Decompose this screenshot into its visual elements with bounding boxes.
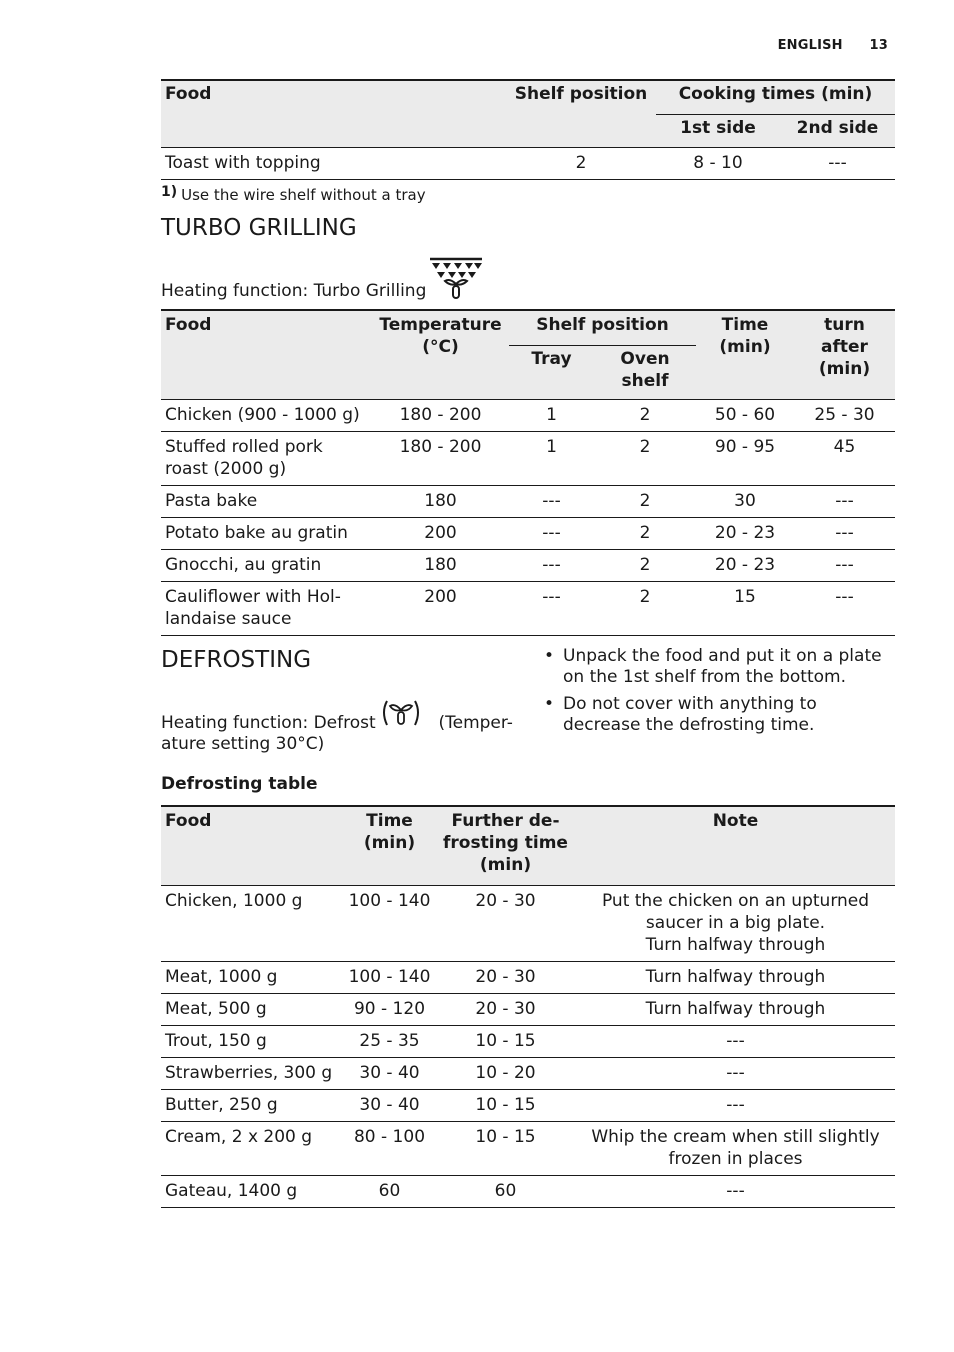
cell-time: 60 xyxy=(344,1176,435,1208)
cell-time: 30 - 40 xyxy=(344,1090,435,1122)
cell-food: Chicken (900 - 1000 g) xyxy=(161,400,372,432)
table-row xyxy=(161,1058,895,1090)
cell-tray: --- xyxy=(509,486,594,518)
cell-food: Gateau, 1400 g xyxy=(161,1176,344,1208)
col-food: Food xyxy=(161,310,372,400)
defrosting-heading: DEFROSTING xyxy=(161,647,312,673)
cell-note: --- xyxy=(576,1090,895,1122)
cell-time: 90 - 95 xyxy=(696,432,794,486)
list-item: • Do not cover with anything to decrease the defrosting time. xyxy=(544,694,896,736)
cell-food: Potato bake au gratin xyxy=(161,518,372,550)
cell-2nd-side: --- xyxy=(780,148,895,180)
cell-further-defrosting: 10 - 15 xyxy=(435,1026,576,1058)
table-row xyxy=(161,994,895,1026)
table-row xyxy=(161,1122,895,1176)
col-time: Time (min) xyxy=(344,806,435,886)
cell-oven-shelf: 2 xyxy=(594,486,696,518)
cell-note: Turn halfway through xyxy=(576,962,895,994)
defrosting-table xyxy=(161,805,895,1208)
cell-food: Stuffed rolled pork roast (2000 g) xyxy=(161,432,372,486)
cell-time: 50 - 60 xyxy=(696,400,794,432)
cell-time: 30 - 40 xyxy=(344,1058,435,1090)
cell-further-defrosting: 10 - 15 xyxy=(435,1090,576,1122)
cell-turn-after: --- xyxy=(794,518,895,550)
cell-time: 20 - 23 xyxy=(696,550,794,582)
col-oven-shelf: Oven shelf xyxy=(594,346,696,400)
table-row xyxy=(161,1090,895,1122)
table-row xyxy=(161,148,895,180)
cell-time: 80 - 100 xyxy=(344,1122,435,1176)
cell-time: 100 - 140 xyxy=(344,962,435,994)
cell-further-defrosting: 10 - 20 xyxy=(435,1058,576,1090)
turbo-grilling-heading: TURBO GRILLING xyxy=(161,215,357,241)
cell-oven-shelf: 2 xyxy=(594,518,696,550)
cell-note: Put the chicken on an upturned saucer in a big plate. Turn halfway through xyxy=(576,886,895,962)
defrost-heating-prefix: Heating function: Defrost xyxy=(161,713,376,733)
cell-time: 100 - 140 xyxy=(344,886,435,962)
col-shelf-position: Shelf position xyxy=(506,80,656,148)
cell-oven-shelf: 2 xyxy=(594,400,696,432)
page-header xyxy=(756,38,888,53)
turbo-heating-function: Heating function: Turbo Grilling xyxy=(161,281,427,301)
cell-note: Turn halfway through xyxy=(576,994,895,1026)
cell-temperature: 180 xyxy=(372,550,509,582)
cell-temperature: 200 xyxy=(372,582,509,636)
table-row xyxy=(161,962,895,994)
table-row xyxy=(161,432,895,486)
defrost-icon xyxy=(380,698,422,730)
cell-tray: 1 xyxy=(509,400,594,432)
footnote-text: Use the wire shelf without a tray xyxy=(181,186,426,204)
cell-tray: --- xyxy=(509,518,594,550)
cell-turn-after: --- xyxy=(794,582,895,636)
cell-temperature: 180 - 200 xyxy=(372,432,509,486)
cell-food: Cauliflower with Hol-landaise sauce xyxy=(161,582,372,636)
cell-shelf: 2 xyxy=(506,148,656,180)
cell-food: Chicken, 1000 g xyxy=(161,886,344,962)
cell-time: 25 - 35 xyxy=(344,1026,435,1058)
cell-oven-shelf: 2 xyxy=(594,550,696,582)
cell-food: Strawberries, 300 g xyxy=(161,1058,344,1090)
footnote-marker: 1) xyxy=(161,184,178,200)
cell-time: 30 xyxy=(696,486,794,518)
col-cooking-times: Cooking times (min) xyxy=(656,80,895,115)
table-row xyxy=(161,1026,895,1058)
col-note: Note xyxy=(576,806,895,886)
cell-temperature: 200 xyxy=(372,518,509,550)
cell-further-defrosting: 10 - 15 xyxy=(435,1122,576,1176)
col-1st-side: 1st side xyxy=(656,115,780,148)
cell-turn-after: 45 xyxy=(794,432,895,486)
cell-temperature: 180 xyxy=(372,486,509,518)
defrost-heating-function xyxy=(161,713,513,755)
defrosting-table-title: Defrosting table xyxy=(161,774,318,794)
table-row xyxy=(161,1176,895,1208)
cell-further-defrosting: 60 xyxy=(435,1176,576,1208)
cell-further-defrosting: 20 - 30 xyxy=(435,994,576,1026)
table-row xyxy=(161,550,895,582)
language-label: ENGLISH xyxy=(777,38,843,53)
grilling-table-continued xyxy=(161,79,895,180)
cell-oven-shelf: 2 xyxy=(594,432,696,486)
cell-tray: --- xyxy=(509,582,594,636)
cell-temperature: 180 - 200 xyxy=(372,400,509,432)
cell-food: Pasta bake xyxy=(161,486,372,518)
page-number: 13 xyxy=(869,38,888,53)
table-row xyxy=(161,486,895,518)
table-row xyxy=(161,886,895,962)
defrost-heating-suffix: (Temper- xyxy=(438,713,513,733)
cell-food: Toast with topping xyxy=(161,148,506,180)
cell-note: --- xyxy=(576,1026,895,1058)
col-temperature: Temperature (°C) xyxy=(372,310,509,400)
col-food: Food xyxy=(161,806,344,886)
turbo-grilling-icon xyxy=(428,256,484,302)
cell-further-defrosting: 20 - 30 xyxy=(435,886,576,962)
col-time: Time (min) xyxy=(696,310,794,400)
table-row xyxy=(161,582,895,636)
cell-further-defrosting: 20 - 30 xyxy=(435,962,576,994)
cell-turn-after: 25 - 30 xyxy=(794,400,895,432)
footnote xyxy=(161,184,426,204)
turbo-grilling-table xyxy=(161,309,895,636)
col-shelf-position: Shelf position xyxy=(509,310,696,346)
cell-food: Cream, 2 x 200 g xyxy=(161,1122,344,1176)
cell-tray: 1 xyxy=(509,432,594,486)
cell-food: Meat, 1000 g xyxy=(161,962,344,994)
cell-food: Butter, 250 g xyxy=(161,1090,344,1122)
defrost-heating-suffix-2: ature setting 30°C) xyxy=(161,734,325,754)
col-turn-after: turn after (min) xyxy=(794,310,895,400)
cell-note: --- xyxy=(576,1176,895,1208)
cell-1st-side: 8 - 10 xyxy=(656,148,780,180)
table-row xyxy=(161,518,895,550)
col-tray: Tray xyxy=(509,346,594,400)
table-row xyxy=(161,400,895,432)
cell-food: Meat, 500 g xyxy=(161,994,344,1026)
cell-food: Gnocchi, au gratin xyxy=(161,550,372,582)
cell-oven-shelf: 2 xyxy=(594,582,696,636)
col-2nd-side: 2nd side xyxy=(780,115,895,148)
list-item: • Unpack the food and put it on a plate on the 1st shelf from the bottom. xyxy=(544,646,896,688)
col-food: Food xyxy=(161,80,506,148)
cell-note: --- xyxy=(576,1058,895,1090)
cell-time: 90 - 120 xyxy=(344,994,435,1026)
col-further-defrosting: Further de-frosting time (min) xyxy=(435,806,576,886)
cell-turn-after: --- xyxy=(794,486,895,518)
cell-time: 20 - 23 xyxy=(696,518,794,550)
defrost-instructions xyxy=(544,646,896,742)
cell-tray: --- xyxy=(509,550,594,582)
cell-turn-after: --- xyxy=(794,550,895,582)
cell-food: Trout, 150 g xyxy=(161,1026,344,1058)
cell-time: 15 xyxy=(696,582,794,636)
cell-note: Whip the cream when still slightly frozen in places xyxy=(576,1122,895,1176)
